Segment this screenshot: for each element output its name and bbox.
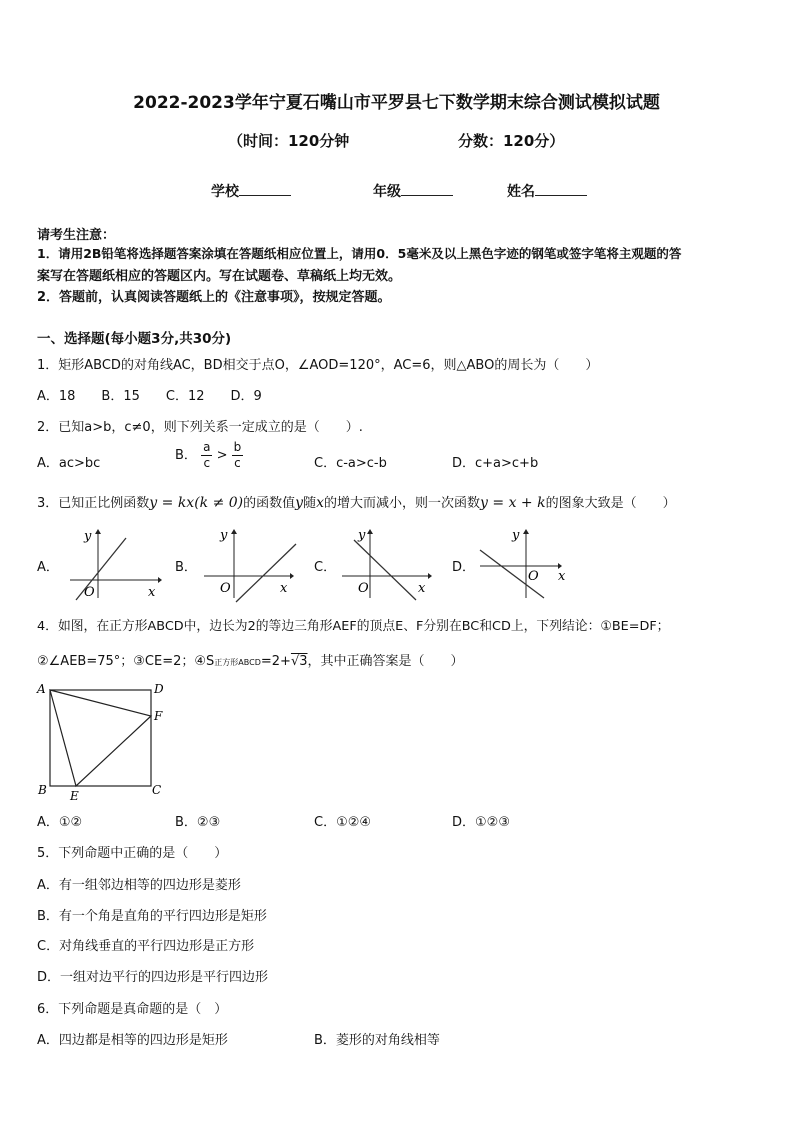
formula-proportional: y = kx(k ≠ 0) [149, 495, 244, 511]
y-axis-arrow [231, 529, 237, 534]
formula-linear: y = x + k [480, 495, 546, 511]
grade-label: 年级 [373, 184, 401, 200]
question-4-line-1: 4．如图，在正方形ABCD中，边长为2的等边三角形AEF的顶点E、F分别在BC和CD上，下列结论：①BE=DF； [37, 619, 670, 634]
page-title: 2022-2023学年宁夏石嘴山市平罗县七下数学期末综合测试模拟试题 [133, 93, 660, 113]
axis-x-label: x [148, 585, 156, 600]
origin-label: O [528, 569, 539, 584]
x-axis-arrow [158, 577, 162, 583]
notice-item-2: 2．答题前，认真阅读答题纸上的《注意事项》，按规定答题。 [37, 290, 391, 305]
vertex-f: F [154, 709, 163, 723]
origin-label: O [84, 585, 95, 600]
vertex-b: B [38, 783, 47, 797]
question-4-part-b: =2+ [260, 654, 291, 669]
vertex-e: E [70, 789, 79, 803]
question-3-suffix: 的图象大致是（ ） [545, 496, 676, 511]
name-field [507, 181, 587, 201]
fraction-b-over-c [232, 440, 244, 471]
exam-time: （时间：120分钟 [228, 132, 350, 150]
question-5-option-b: B．有一个角是直角的平行四边形是矩形 [37, 909, 267, 924]
axis-y-label: y [84, 529, 92, 544]
vertex-a: A [37, 682, 46, 696]
question-3-mid-2: 随 [303, 496, 317, 511]
axis-y-label: y [220, 528, 228, 543]
exam-score: 分数：120分） [458, 132, 565, 150]
question-5: 5．下列命题中正确的是（ ） [37, 846, 228, 861]
question-1-options: A．18 B．15 C．12 D．9 [37, 389, 262, 404]
axis-y-label: y [512, 528, 520, 543]
question-5-option-c: C．对角线垂直的平行四边形是正方形 [37, 939, 255, 954]
greater-than-sign: > [216, 448, 228, 463]
x-axis-arrow [290, 573, 294, 579]
question-2: 2．已知a>b，c≠0，则下列关系一定成立的是（ ）. [37, 420, 363, 435]
y-axis-arrow [95, 529, 101, 534]
graph-d [476, 524, 576, 604]
name-blank [535, 183, 587, 196]
question-3-option-b: B． [175, 560, 197, 575]
question-2-option-b [175, 440, 243, 471]
school-label: 学校 [211, 184, 239, 200]
question-6: 6．下列命题是真命题的是（ ） [37, 1002, 228, 1017]
question-6-option-a: A．四边都是相等的四边形是矩形 [37, 1033, 228, 1048]
question-4-option-a: A．①② [37, 815, 83, 830]
question-2-option-c: C．c-a>c-b [314, 456, 387, 471]
question-3-option-a: A． [37, 560, 59, 575]
var-y: y [295, 495, 304, 511]
var-x: x [316, 495, 325, 511]
question-3-mid-1: 的函数值 [243, 496, 296, 511]
x-axis-arrow [428, 573, 432, 579]
y-axis-arrow [523, 529, 529, 534]
name-label: 姓名 [507, 184, 535, 200]
grade-blank [401, 183, 453, 196]
question-3-mid-3: 的增大而减小，则一次函数 [324, 496, 481, 511]
question-4-option-b: B．②③ [175, 815, 221, 830]
question-2-option-d: D．c+a>c+b [452, 456, 539, 471]
square-abcd [50, 690, 151, 786]
notice-item-1-line-2: 案写在答题纸相应的答题区内。写在试题卷、草稿纸上均无效。 [37, 269, 402, 284]
question-1: 1．矩形ABCD的对角线AC，BD相交于点O，∠AOD=120°，AC=6，则△ABO的周长为（ ） [37, 358, 599, 373]
axis-x-label: x [280, 581, 288, 596]
square-subscript: 正方形ABCD [214, 658, 261, 667]
axis-x-label: x [418, 581, 426, 596]
vertex-d: D [154, 682, 164, 696]
fraction-a-over-c [201, 440, 212, 471]
fraction-numerator: b [233, 440, 242, 454]
notice-heading: 请考生注意： [37, 228, 116, 243]
question-4-part-c: ，其中正确答案是（ ） [307, 654, 464, 669]
question-3-option-d: D． [452, 560, 476, 575]
fraction-numerator: a [203, 440, 211, 454]
y-axis-arrow [367, 529, 373, 534]
question-5-option-d: D．一组对边平行的四边形是平行四边形 [37, 970, 269, 985]
fraction-denominator: c [203, 456, 211, 470]
axis-y-label: y [358, 528, 366, 543]
question-4-option-d: D．①②③ [452, 815, 510, 830]
question-4-line-2 [37, 650, 464, 669]
graph-c [338, 524, 438, 604]
fraction-denominator: c [234, 456, 241, 470]
question-4-part-a: ②∠AEB=75°；③CE=2；④S [37, 654, 215, 669]
triangle-aef [50, 690, 151, 786]
graph-a [62, 524, 162, 604]
question-5-option-a: A．有一组邻边相等的四边形是菱形 [37, 878, 241, 893]
notice-item-1-line-1: 1．请用2B铅笔将选择题答案涂填在答题纸相应位置上，请用0．5毫米及以上黑色字迹的钢笔或签字笔将主观题的答 [37, 246, 682, 261]
question-3 [37, 492, 676, 511]
question-4-option-c: C．①②④ [314, 815, 372, 830]
question-3-option-c: C． [314, 560, 337, 575]
section-heading: 一、选择题(每小题3分,共30分) [37, 331, 232, 347]
vertex-c: C [152, 783, 162, 797]
question-2-option-a: A．ac>bc [37, 456, 101, 471]
school-field [211, 181, 291, 201]
origin-label: O [358, 581, 369, 596]
axis-x-label: x [558, 569, 566, 584]
square-figure [32, 678, 172, 803]
question-6-option-b: B．菱形的对角线相等 [314, 1033, 440, 1048]
grade-field [373, 181, 453, 201]
sqrt-three: √3 [290, 654, 308, 669]
option-b-prefix: B． [175, 448, 197, 463]
graph-b [200, 524, 300, 604]
origin-label: O [220, 581, 231, 596]
school-blank [239, 183, 291, 196]
question-3-prefix: 3．已知正比例函数 [37, 496, 150, 511]
